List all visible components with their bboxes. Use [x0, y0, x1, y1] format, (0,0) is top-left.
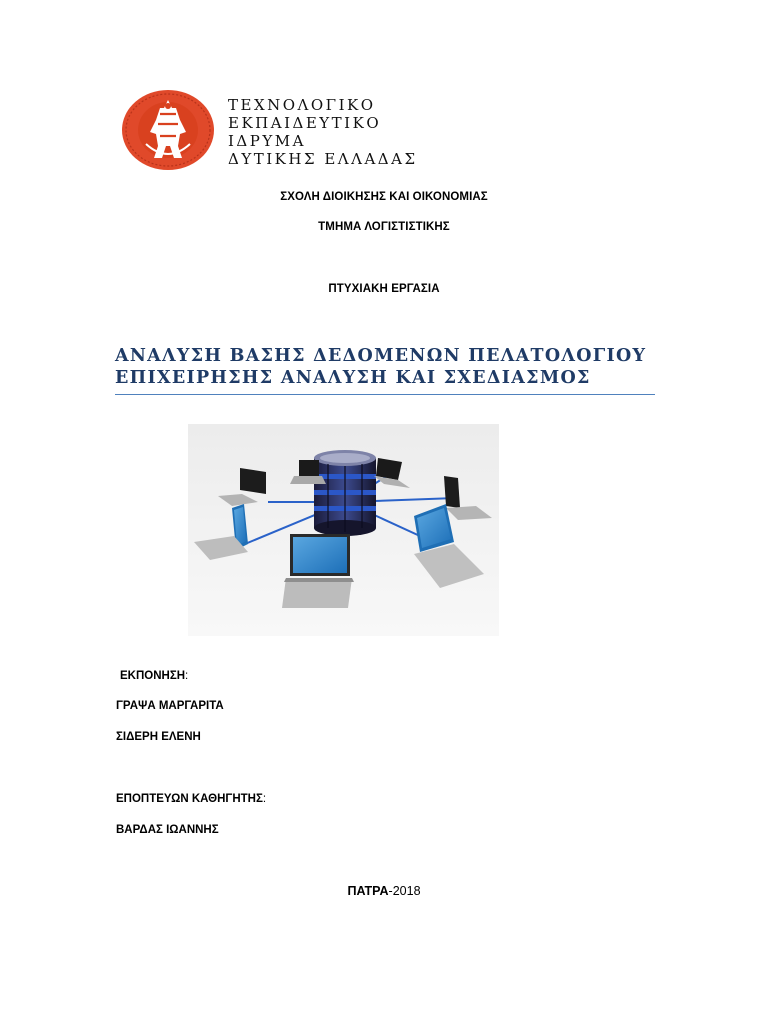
institution-line: ΕΚΠΑΙΔΕΥΤΙΚΟ: [228, 114, 382, 132]
thesis-title-line-1: ΑΝΑΛΥΣΗ ΒΑΣΗΣ ΔΕΔΟΜΕΝΩΝ ΠΕΛΑΤΟΛΟΓΙΟΥ: [115, 346, 647, 366]
thesis-title: [115, 345, 646, 389]
year: -2018: [388, 884, 421, 898]
institution-name: [228, 96, 418, 168]
author-name: ΓΡΑΨΑ ΜΑΡΓΑΡΙΤΑ: [116, 700, 224, 712]
title-divider: [115, 394, 655, 395]
institution-line: ΙΔΡΥΜΑ: [228, 132, 306, 150]
authors-label-text: ΕΚΠΟΝΗΣΗ: [120, 670, 186, 682]
supervisor-label-text: ΕΠΟΠΤΕΥΩΝ ΚΑΘΗΓΗΤΗΣ: [116, 793, 263, 805]
place-date: [0, 884, 768, 898]
place-name: ΠΑΤΡΑ: [347, 884, 389, 898]
institution-line: ΔΥΤΙΚΗΣ ΕΛΛΑΔΑΣ: [228, 150, 418, 168]
authors-label: [120, 670, 188, 682]
school-name: ΣΧΟΛΗ ΔΙΟΙΚΗΣΗΣ ΚΑΙ ΟΙΚΟΝΟΜΙΑΣ: [280, 191, 488, 203]
authors-label-colon: :: [185, 670, 189, 682]
database-network-illustration: [188, 424, 499, 636]
document-type: ΠΤΥΧΙΑΚΗ ΕΡΓΑΣΙΑ: [328, 283, 440, 295]
author-name: ΣΙΔΕΡΗ ΕΛΕΝΗ: [116, 731, 201, 743]
institution-line: ΤΕΧΝΟΛΟΓΙΚΟ: [228, 96, 376, 114]
supervisor-label: [116, 793, 266, 805]
supervisor-name: ΒΑΡΔΑΣ ΙΩΑΝΝΗΣ: [116, 824, 219, 836]
university-logo: [120, 88, 216, 172]
thesis-title-line-2: ΕΠΙΧΕΙΡΗΣΗΣ ΑΝΑΛΥΣΗ ΚΑΙ ΣΧΕΔΙΑΣΜΟΣ: [115, 368, 591, 388]
supervisor-label-colon: :: [262, 793, 267, 805]
department-name: ΤΜΗΜΑ ΛΟΓΙΣΤΙΣΤΙΚΗΣ: [318, 221, 450, 233]
